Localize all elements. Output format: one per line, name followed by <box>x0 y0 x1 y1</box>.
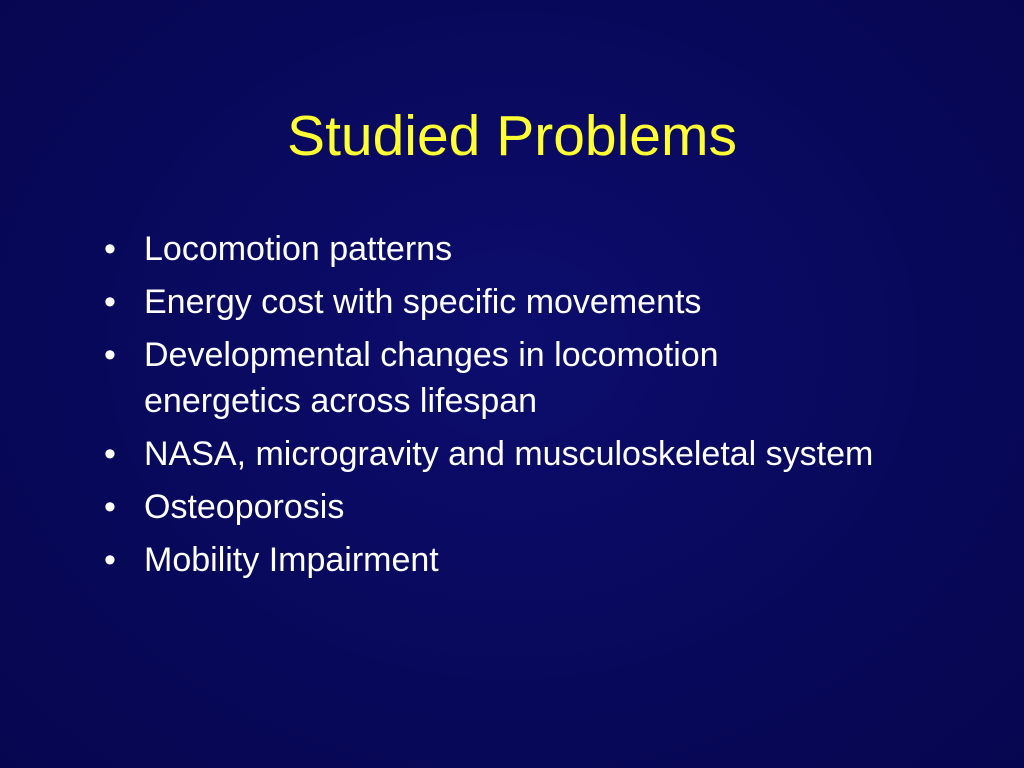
bullet-text: Osteoporosis <box>144 488 345 526</box>
bullet-item <box>104 226 904 272</box>
bullet-icon: • <box>104 435 116 473</box>
slide-title: Studied Problems <box>287 104 737 168</box>
bullet-text: Locomotion patterns <box>144 230 453 268</box>
bullet-icon: • <box>104 488 116 526</box>
bullet-list <box>104 226 904 590</box>
bullet-item <box>104 484 904 530</box>
bullet-text: Mobility Impairment <box>144 541 439 579</box>
bullet-item <box>104 431 904 477</box>
bullet-text: Energy cost with specific movements <box>144 283 702 321</box>
bullet-icon: • <box>104 541 116 579</box>
bullet-item <box>104 332 904 424</box>
bullet-text: Developmental changes in locomotion energetics across lifespan <box>144 336 719 420</box>
bullet-text: NASA, microgravity and musculoskeletal system <box>144 435 874 473</box>
bullet-icon: • <box>104 283 116 321</box>
bullet-icon: • <box>104 336 116 374</box>
bullet-item <box>104 279 904 325</box>
bullet-item <box>104 537 904 583</box>
bullet-icon: • <box>104 230 116 268</box>
